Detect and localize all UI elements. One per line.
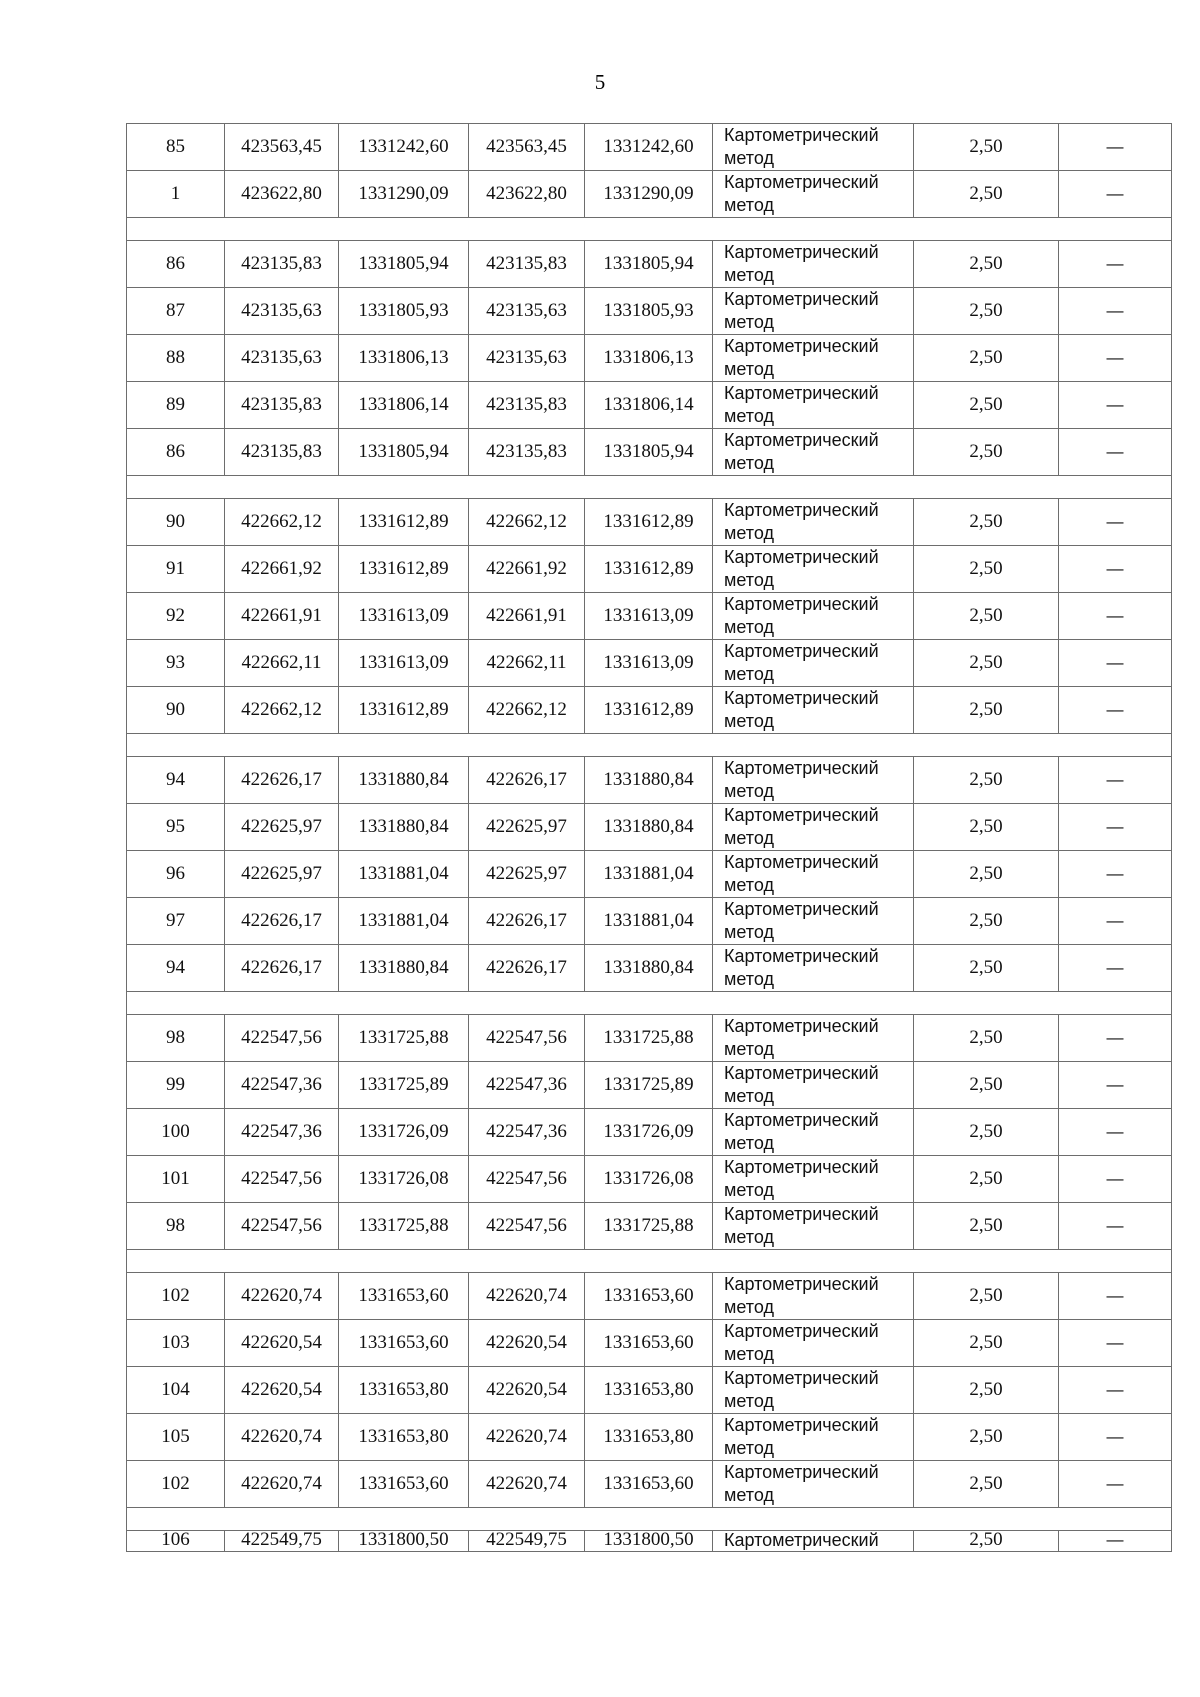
accuracy-cell: 2,50 [914,288,1059,335]
table-row [127,1156,1172,1203]
point-number-cell: 102 [127,1461,225,1508]
table-row [127,429,1172,476]
separator-cell [127,992,1172,1015]
accuracy-cell: 2,50 [914,687,1059,734]
table-row [127,171,1172,218]
x-existing-cell: 422662,11 [225,640,339,687]
y-refined-cell: 1331653,60 [585,1461,713,1508]
x-refined-cell: 423622,80 [469,171,585,218]
group-separator-row [127,1508,1172,1531]
description-cell: — [1059,382,1172,429]
method-cell: Картометрический метод [713,241,914,288]
point-number-cell: 106 [127,1531,225,1552]
x-existing-cell: 422547,56 [225,1156,339,1203]
table-row [127,1015,1172,1062]
method-cell: Картометрический метод [713,1367,914,1414]
description-cell: — [1059,288,1172,335]
x-existing-cell: 422661,91 [225,593,339,640]
point-number-cell: 89 [127,382,225,429]
accuracy-cell: 2,50 [914,429,1059,476]
y-refined-cell: 1331725,88 [585,1203,713,1250]
x-existing-cell: 423135,83 [225,382,339,429]
x-existing-cell: 422547,36 [225,1062,339,1109]
description-cell: — [1059,546,1172,593]
table-row [127,1273,1172,1320]
x-refined-cell: 422549,75 [469,1531,585,1552]
table-row [127,1367,1172,1414]
point-number-cell: 98 [127,1203,225,1250]
method-cell: Картометрический метод [713,499,914,546]
x-existing-cell: 422620,74 [225,1273,339,1320]
table-row [127,1062,1172,1109]
y-refined-cell: 1331880,84 [585,945,713,992]
x-refined-cell: 423135,63 [469,335,585,382]
x-refined-cell: 422620,74 [469,1461,585,1508]
page-number: 5 [594,70,606,94]
x-refined-cell: 422625,97 [469,851,585,898]
table-row [127,124,1172,171]
accuracy-cell: 2,50 [914,1203,1059,1250]
y-existing-cell: 1331612,89 [339,546,469,593]
method-cell: Картометрический метод [713,804,914,851]
x-refined-cell: 422626,17 [469,757,585,804]
point-number-cell: 86 [127,241,225,288]
x-refined-cell: 423563,45 [469,124,585,171]
point-number-cell: 91 [127,546,225,593]
point-number-cell: 88 [127,335,225,382]
method-cell: Картометрический [713,1531,914,1552]
description-cell: — [1059,1273,1172,1320]
point-number-cell: 103 [127,1320,225,1367]
description-cell: — [1059,124,1172,171]
y-existing-cell: 1331725,88 [339,1015,469,1062]
y-existing-cell: 1331612,89 [339,499,469,546]
method-cell: Картометрический метод [713,1414,914,1461]
x-refined-cell: 422662,12 [469,499,585,546]
accuracy-cell: 2,50 [914,124,1059,171]
x-existing-cell: 422661,92 [225,546,339,593]
y-existing-cell: 1331880,84 [339,804,469,851]
point-number-cell: 94 [127,945,225,992]
x-existing-cell: 422625,97 [225,804,339,851]
x-existing-cell: 423135,63 [225,335,339,382]
description-cell: — [1059,1461,1172,1508]
accuracy-cell: 2,50 [914,804,1059,851]
y-refined-cell: 1331242,60 [585,124,713,171]
table-row [127,757,1172,804]
point-number-cell: 87 [127,288,225,335]
accuracy-cell: 2,50 [914,1062,1059,1109]
x-refined-cell: 423135,83 [469,241,585,288]
point-number-cell: 97 [127,898,225,945]
x-existing-cell: 422620,54 [225,1320,339,1367]
x-existing-cell: 423563,45 [225,124,339,171]
x-existing-cell: 422547,36 [225,1109,339,1156]
y-existing-cell: 1331880,84 [339,945,469,992]
accuracy-cell: 2,50 [914,898,1059,945]
y-refined-cell: 1331612,89 [585,499,713,546]
point-number-cell: 90 [127,499,225,546]
separator-cell [127,476,1172,499]
method-cell: Картометрический метод [713,757,914,804]
x-refined-cell: 422547,36 [469,1109,585,1156]
x-refined-cell: 422661,92 [469,546,585,593]
y-existing-cell: 1331805,93 [339,288,469,335]
method-cell: Картометрический метод [713,288,914,335]
x-existing-cell: 422662,12 [225,499,339,546]
point-number-cell: 96 [127,851,225,898]
x-refined-cell: 422547,56 [469,1203,585,1250]
y-existing-cell: 1331613,09 [339,640,469,687]
y-existing-cell: 1331800,50 [339,1531,469,1552]
description-cell: — [1059,640,1172,687]
description-cell: — [1059,593,1172,640]
y-refined-cell: 1331725,88 [585,1015,713,1062]
point-number-cell: 94 [127,757,225,804]
method-cell: Картометрический метод [713,124,914,171]
x-refined-cell: 422620,54 [469,1367,585,1414]
y-refined-cell: 1331806,13 [585,335,713,382]
y-refined-cell: 1331881,04 [585,898,713,945]
x-existing-cell: 423622,80 [225,171,339,218]
x-existing-cell: 422547,56 [225,1015,339,1062]
method-cell: Картометрический метод [713,1062,914,1109]
y-existing-cell: 1331653,80 [339,1367,469,1414]
point-number-cell: 90 [127,687,225,734]
x-refined-cell: 423135,83 [469,382,585,429]
method-cell: Картометрический метод [713,593,914,640]
accuracy-cell: 2,50 [914,1531,1059,1552]
table-row [127,1320,1172,1367]
description-cell: — [1059,1062,1172,1109]
description-cell: — [1059,1320,1172,1367]
separator-cell [127,1250,1172,1273]
point-number-cell: 86 [127,429,225,476]
description-cell: — [1059,898,1172,945]
method-cell: Картометрический метод [713,382,914,429]
point-number-cell: 100 [127,1109,225,1156]
y-existing-cell: 1331653,60 [339,1320,469,1367]
table-row [127,546,1172,593]
group-separator-row [127,992,1172,1015]
x-existing-cell: 423135,63 [225,288,339,335]
accuracy-cell: 2,50 [914,241,1059,288]
x-existing-cell: 422626,17 [225,757,339,804]
y-refined-cell: 1331612,89 [585,687,713,734]
x-refined-cell: 422547,56 [469,1015,585,1062]
y-existing-cell: 1331880,84 [339,757,469,804]
y-existing-cell: 1331881,04 [339,851,469,898]
accuracy-cell: 2,50 [914,593,1059,640]
x-refined-cell: 422662,11 [469,640,585,687]
method-cell: Картометрический метод [713,335,914,382]
x-existing-cell: 423135,83 [225,429,339,476]
table-row [127,241,1172,288]
description-cell: — [1059,687,1172,734]
x-existing-cell: 422620,74 [225,1414,339,1461]
accuracy-cell: 2,50 [914,851,1059,898]
method-cell: Картометрический метод [713,546,914,593]
description-cell: — [1059,499,1172,546]
accuracy-cell: 2,50 [914,1156,1059,1203]
table-body [127,124,1172,1552]
x-existing-cell: 422547,56 [225,1203,339,1250]
accuracy-cell: 2,50 [914,1015,1059,1062]
coordinates-table [126,123,1172,1552]
method-cell: Картометрический метод [713,1461,914,1508]
method-cell: Картометрический метод [713,898,914,945]
description-cell: — [1059,804,1172,851]
y-refined-cell: 1331805,94 [585,429,713,476]
description-cell: — [1059,1531,1172,1552]
y-existing-cell: 1331726,08 [339,1156,469,1203]
method-cell: Картометрический метод [713,945,914,992]
table-row [127,1531,1172,1552]
y-refined-cell: 1331725,89 [585,1062,713,1109]
description-cell: — [1059,1414,1172,1461]
x-existing-cell: 422620,54 [225,1367,339,1414]
x-refined-cell: 422547,56 [469,1156,585,1203]
accuracy-cell: 2,50 [914,1367,1059,1414]
description-cell: — [1059,241,1172,288]
x-refined-cell: 423135,63 [469,288,585,335]
y-existing-cell: 1331242,60 [339,124,469,171]
y-existing-cell: 1331613,09 [339,593,469,640]
y-refined-cell: 1331653,80 [585,1414,713,1461]
group-separator-row [127,218,1172,241]
accuracy-cell: 2,50 [914,171,1059,218]
y-existing-cell: 1331653,60 [339,1461,469,1508]
method-cell: Картометрический метод [713,1320,914,1367]
description-cell: — [1059,945,1172,992]
point-number-cell: 99 [127,1062,225,1109]
y-refined-cell: 1331612,89 [585,546,713,593]
y-existing-cell: 1331881,04 [339,898,469,945]
x-existing-cell: 422626,17 [225,945,339,992]
y-refined-cell: 1331653,60 [585,1320,713,1367]
point-number-cell: 85 [127,124,225,171]
accuracy-cell: 2,50 [914,640,1059,687]
y-refined-cell: 1331880,84 [585,757,713,804]
table-row [127,1203,1172,1250]
x-existing-cell: 423135,83 [225,241,339,288]
method-cell: Картометрический метод [713,1203,914,1250]
x-refined-cell: 422661,91 [469,593,585,640]
description-cell: — [1059,1367,1172,1414]
group-separator-row [127,734,1172,757]
accuracy-cell: 2,50 [914,945,1059,992]
accuracy-cell: 2,50 [914,1273,1059,1320]
description-cell: — [1059,851,1172,898]
separator-cell [127,734,1172,757]
description-cell: — [1059,1015,1172,1062]
point-number-cell: 95 [127,804,225,851]
y-refined-cell: 1331653,80 [585,1367,713,1414]
y-existing-cell: 1331653,80 [339,1414,469,1461]
x-existing-cell: 422662,12 [225,687,339,734]
y-refined-cell: 1331806,14 [585,382,713,429]
accuracy-cell: 2,50 [914,499,1059,546]
group-separator-row [127,1250,1172,1273]
x-existing-cell: 422626,17 [225,898,339,945]
y-refined-cell: 1331800,50 [585,1531,713,1552]
description-cell: — [1059,335,1172,382]
y-existing-cell: 1331726,09 [339,1109,469,1156]
method-cell: Картометрический метод [713,1015,914,1062]
description-cell: — [1059,171,1172,218]
point-number-cell: 1 [127,171,225,218]
table-row [127,335,1172,382]
point-number-cell: 101 [127,1156,225,1203]
method-cell: Картометрический метод [713,1273,914,1320]
y-existing-cell: 1331290,09 [339,171,469,218]
table-row [127,1461,1172,1508]
y-existing-cell: 1331725,88 [339,1203,469,1250]
y-existing-cell: 1331805,94 [339,429,469,476]
separator-cell [127,1508,1172,1531]
x-refined-cell: 422625,97 [469,804,585,851]
table-row [127,1414,1172,1461]
table-row [127,640,1172,687]
x-refined-cell: 422547,36 [469,1062,585,1109]
x-existing-cell: 422625,97 [225,851,339,898]
accuracy-cell: 2,50 [914,757,1059,804]
y-refined-cell: 1331613,09 [585,640,713,687]
table-row [127,382,1172,429]
accuracy-cell: 2,50 [914,546,1059,593]
x-refined-cell: 422662,12 [469,687,585,734]
x-refined-cell: 422620,74 [469,1414,585,1461]
accuracy-cell: 2,50 [914,335,1059,382]
method-cell: Картометрический метод [713,429,914,476]
table-row [127,851,1172,898]
description-cell: — [1059,757,1172,804]
y-refined-cell: 1331881,04 [585,851,713,898]
group-separator-row [127,476,1172,499]
x-refined-cell: 422620,54 [469,1320,585,1367]
y-existing-cell: 1331806,14 [339,382,469,429]
y-refined-cell: 1331290,09 [585,171,713,218]
table-row [127,945,1172,992]
accuracy-cell: 2,50 [914,1109,1059,1156]
point-number-cell: 102 [127,1273,225,1320]
accuracy-cell: 2,50 [914,1320,1059,1367]
y-existing-cell: 1331612,89 [339,687,469,734]
table-row [127,687,1172,734]
y-refined-cell: 1331653,60 [585,1273,713,1320]
x-refined-cell: 422626,17 [469,898,585,945]
y-refined-cell: 1331613,09 [585,593,713,640]
table-row [127,499,1172,546]
y-refined-cell: 1331726,08 [585,1156,713,1203]
method-cell: Картометрический метод [713,687,914,734]
method-cell: Картометрический метод [713,640,914,687]
method-cell: Картометрический метод [713,1156,914,1203]
y-refined-cell: 1331805,94 [585,241,713,288]
table-row [127,804,1172,851]
point-number-cell: 93 [127,640,225,687]
accuracy-cell: 2,50 [914,1414,1059,1461]
x-refined-cell: 422626,17 [469,945,585,992]
y-refined-cell: 1331726,09 [585,1109,713,1156]
table-row [127,288,1172,335]
y-refined-cell: 1331880,84 [585,804,713,851]
y-existing-cell: 1331653,60 [339,1273,469,1320]
accuracy-cell: 2,50 [914,382,1059,429]
point-number-cell: 98 [127,1015,225,1062]
method-cell: Картометрический метод [713,1109,914,1156]
accuracy-cell: 2,50 [914,1461,1059,1508]
description-cell: — [1059,1109,1172,1156]
x-refined-cell: 423135,83 [469,429,585,476]
x-refined-cell: 422620,74 [469,1273,585,1320]
y-refined-cell: 1331805,93 [585,288,713,335]
description-cell: — [1059,1156,1172,1203]
y-existing-cell: 1331806,13 [339,335,469,382]
separator-cell [127,218,1172,241]
method-cell: Картометрический метод [713,851,914,898]
y-existing-cell: 1331725,89 [339,1062,469,1109]
point-number-cell: 104 [127,1367,225,1414]
y-existing-cell: 1331805,94 [339,241,469,288]
x-existing-cell: 422620,74 [225,1461,339,1508]
description-cell: — [1059,1203,1172,1250]
table-row [127,1109,1172,1156]
point-number-cell: 92 [127,593,225,640]
x-existing-cell: 422549,75 [225,1531,339,1552]
table-row [127,898,1172,945]
description-cell: — [1059,429,1172,476]
method-cell: Картометрический метод [713,171,914,218]
point-number-cell: 105 [127,1414,225,1461]
table-row [127,593,1172,640]
